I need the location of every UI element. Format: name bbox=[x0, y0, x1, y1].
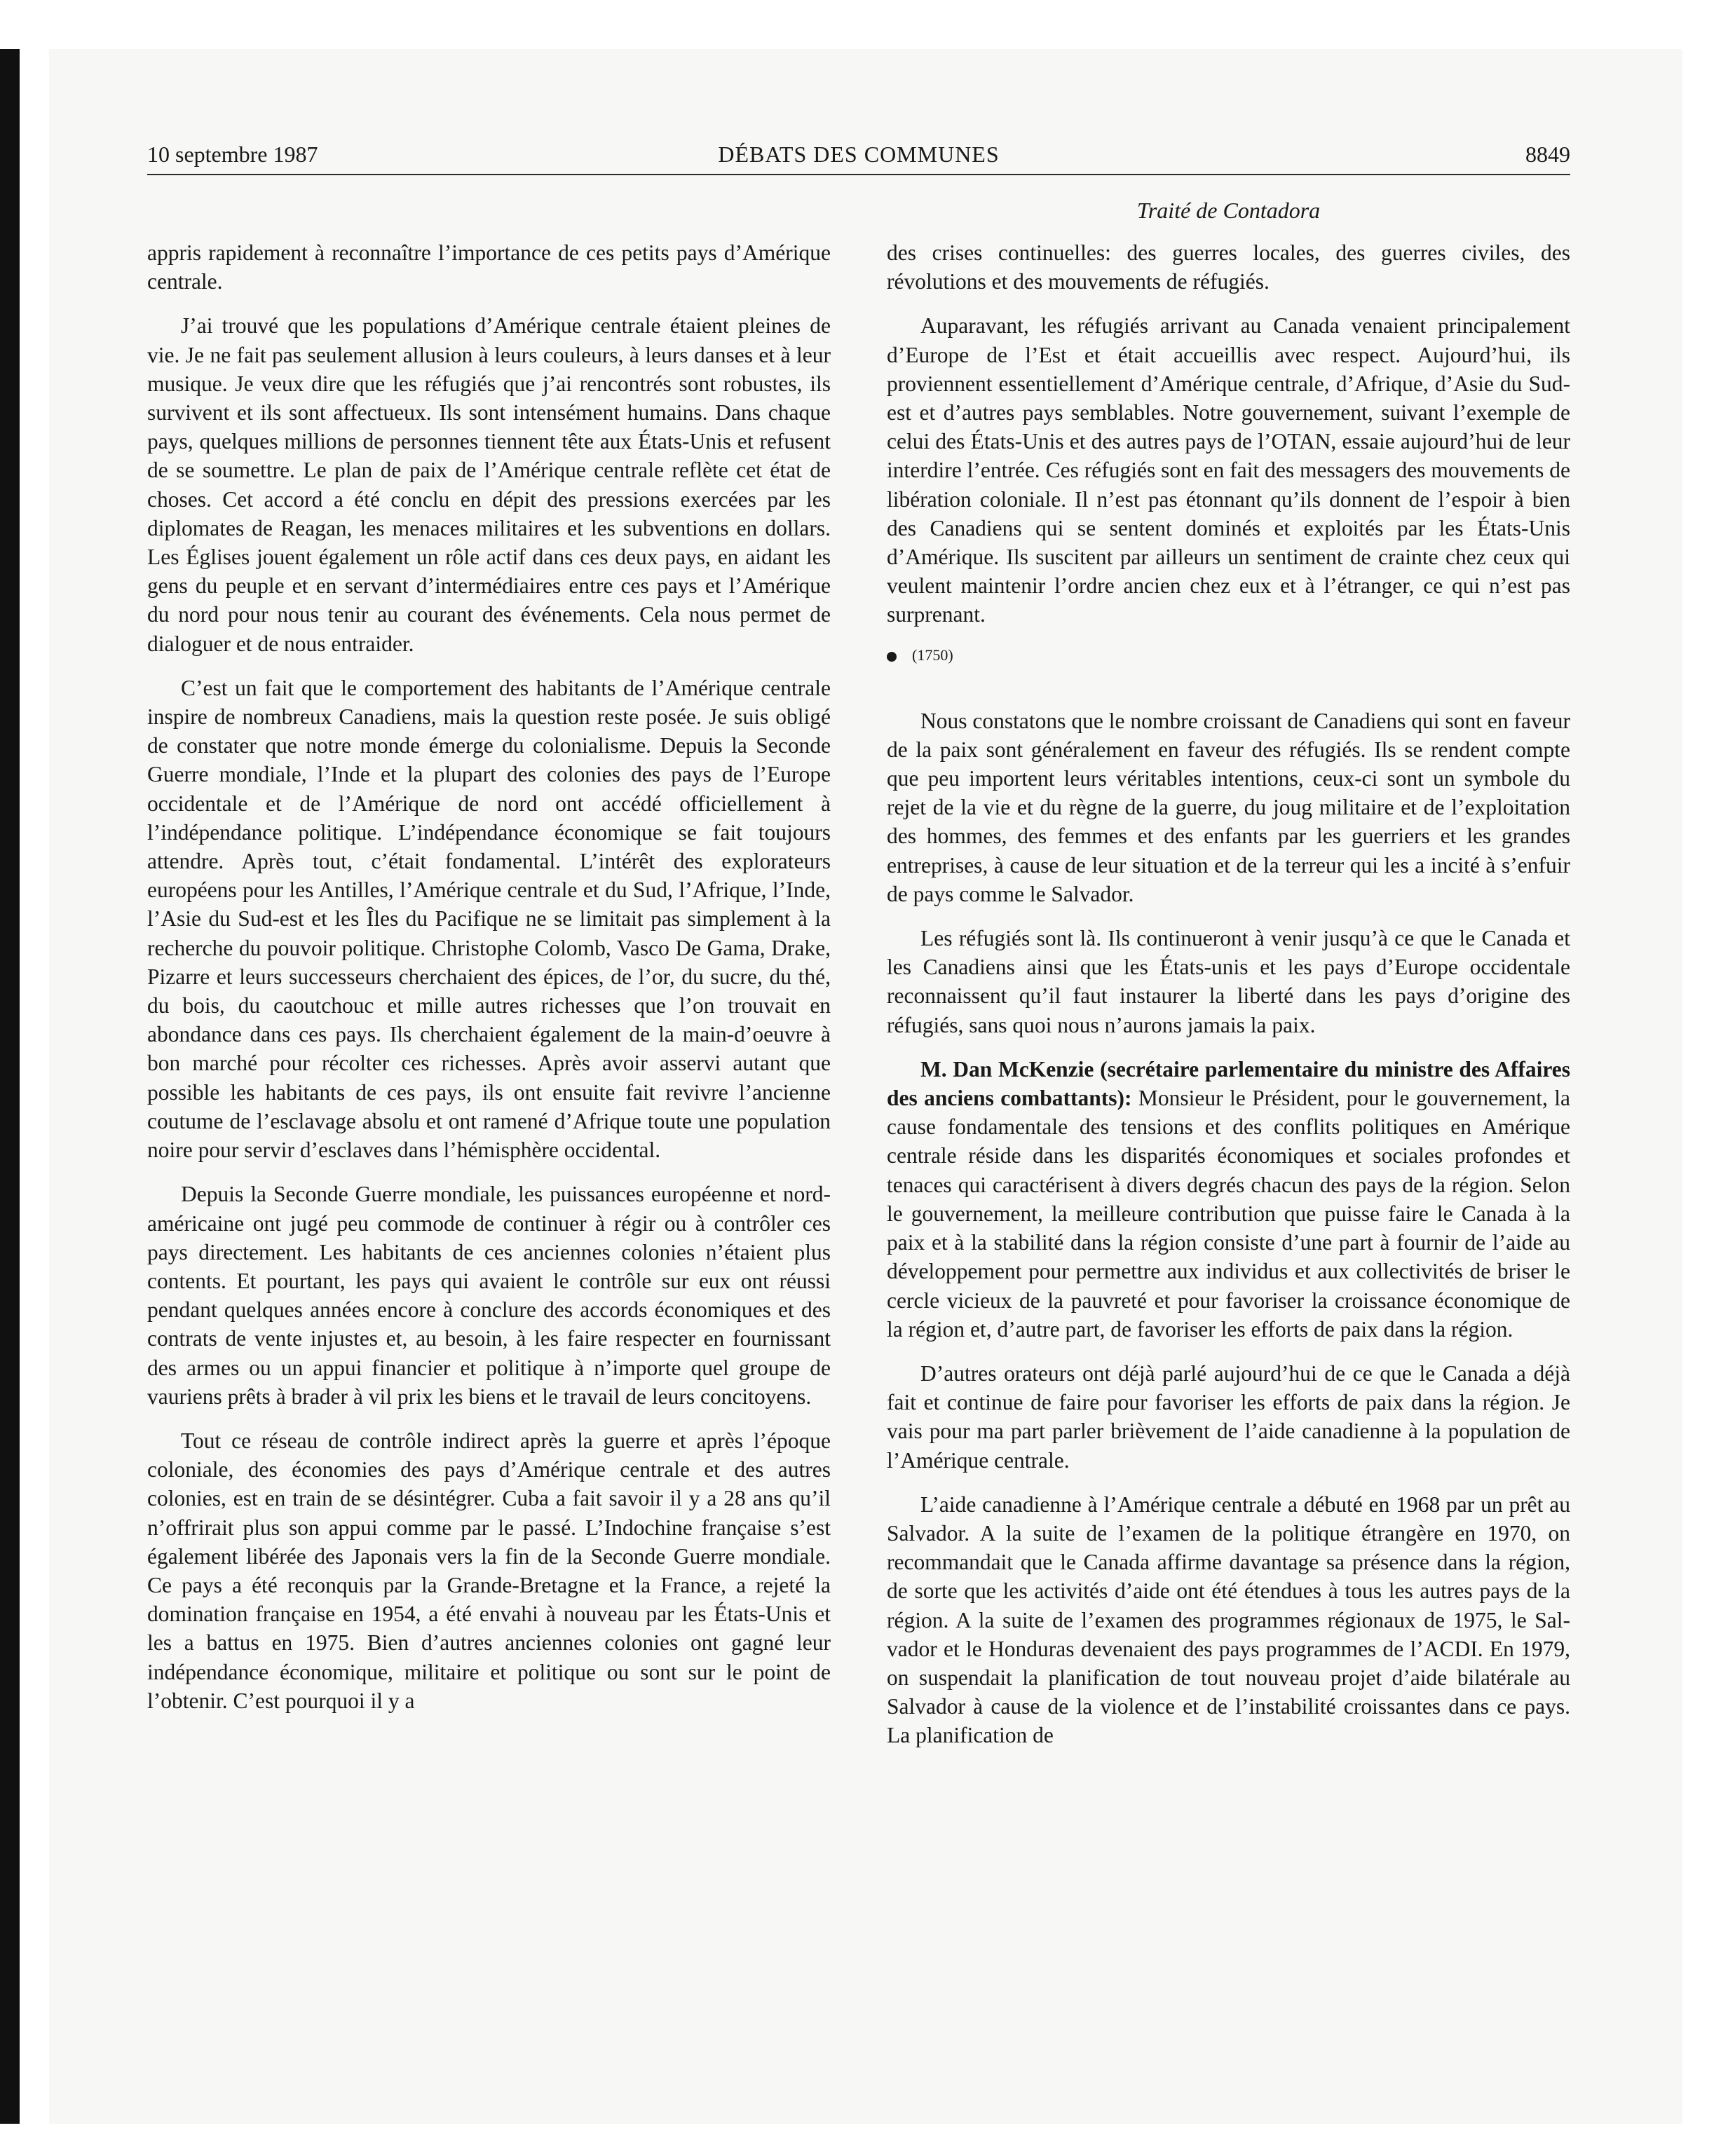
paragraph: Tout ce réseau de contrôle indirect après la guerre et après l’époque coloniale, des économies des pays d’Amérique centrale et des autres colonies, est en train de se désintégrer. Cuba a fait savoir il y a 28 ans qu’il n’offrirait plus son appui comme par le passé. L’Indochine française s’est également libérée des Japonais vers la fin de la Seconde Guerre mondiale. Ce pays a été reconquis par la Grande-Bretagne et la France, a rejeté la domination française en 1954, a été envahi à nouveau par les États-Unis et les a battus en 1975. Bien d’autres anciennes colonies ont gagné leur indépendance économique, militaire et politique ou sont sur le point de l’obtenir. C’est pourquoi il y a bbox=[147, 1428, 831, 1713]
paragraph: C’est un fait que le comportement des habitants de l’Amérique centrale inspire de nombreux Canadiens, mais la question reste posée. Je suis obligé de constater que notre monde émerge du colonialisme. Depuis la Seconde Guerre mondiale, l’Inde et la plupart des colonies des pays de l’Europe occidentale et de l’Amérique de nord ont accédé officiellement à l’indépendance politique. L’indépendance économique se fait toujours attendre. Après tout, c’était fondamental. L’intérêt des explorateurs européens pour les Antilles, l’Amérique centrale et du Sud, l’Afrique, l’Inde, l’Asie du Sud-est et les Îles du Pacifique ne se limitait pas simplement à la recherche du pouvoir politique. Christophe Colomb, Vasco De Gama, Drake, Pizarre et leurs successeurs cherchaient des épices, de l’or, du sucre, du thé, du bois, du caoutchouc et mille autres richesses que l’on trouvait en abondance dans ces pays. Ils cherchaient également de la main-d’oeuvre à bon marché pour récolter ces richesses. Après avoir asservi autant que possible les habitants de ces pays, ils ont ensuite fait revivre l’ancienne coutume de l’esclavage absolu et ont ramené d’Afrique toute une population noire pour servir d’esclaves dans l’hémisphère occidental. bbox=[147, 675, 831, 1163]
page-header bbox=[147, 140, 1570, 175]
paragraph: J’ai trouvé que les populations d’Amérique centrale étaient pleines de vie. Je ne fait pas seulement allusion à leurs couleurs, à leurs danses et à leur musique. Je veux dire que les réfugiés que j’ai rencontrés sont robustes, ils survivent et ils sont affectueux. Ils sont intensément humains. Dans chaque pays, quelques millions de personnes tiennent tête aux États-Unis et refusent de se soumettre. Le plan de paix de l’Amérique centrale reflète cet état de choses. Cet accord a été conclu en dépit des pressions exercées par les diplomates de Reagan, les menaces militaires et les subventions en dollars. Les Églises jouent également un rôle actif dans ces deux pays, en aidant les gens du peuple et en servant d’intermédiaires entre ces pays et l’Amérique du nord pour nous tenir au courant des événements. Cela nous permet de dialoguer et de nous entraider. bbox=[147, 313, 831, 656]
paragraph: L’aide canadienne à l’Amérique centrale a débuté en 1968 par un prêt au Salvador. A la suite de l’examen de la politique étrangère en 1970, on recommandait que le Canada affirme davantage sa présence dans la région, de sorte que les activités d’aide ont été étendues à tous les autres pays de la région. A la suite de l’examen des programmes régionaux de 1975, le Salvador et le Honduras devenaient des pays programmes de l’ACDI. En 1979, on suspendait la planification de tout nouveau projet d’aide bilatérale au Salvador à cause de la violence et de l’instabilité croissantes dans ce pays. La planification de bbox=[887, 1492, 1570, 1748]
right-column bbox=[887, 238, 1570, 1766]
scan-border bbox=[0, 49, 20, 2124]
paragraph: Les réfugiés sont là. Ils continueront à venir jusqu’à ce que le Canada et les Canadiens ainsi que les États-unis et les pays d’Europe occidentale reconnaissent qu’il faut instaurer la liberté dans les pays d’origine des réfugiés, sans quoi nous n’aurons jamais la paix. bbox=[887, 926, 1570, 1037]
header-title: DÉBATS DES COMMUNES bbox=[718, 142, 1000, 167]
paragraph: des crises continuelles: des guerres locales, des guerres civiles, des révolutions et des mouvements de réfugiés. bbox=[887, 240, 1570, 294]
speaker-paragraph bbox=[887, 1055, 1570, 1344]
paragraph: Depuis la Seconde Guerre mondiale, les puissances européenne et nord-américaine ont jugé peu commode de continuer à régir ou à contrôler ces pays directement. Les habitants de ces anciennes colonies n’étaient plus contents. Et pourtant, les pays qui avaient le contrôle sur eux ont réussi pendant quelques années encore à conclure des accords économiques et des contrats de vente injustes et, au besoin, à les faire respecter en fournissant des armes ou un appui financier et politique à n’importe quel groupe de vauriens prêts à brader à vil prix les biens et le travail de leurs concitoyens. bbox=[147, 1182, 831, 1409]
paragraph: appris rapidement à reconnaître l’importance de ces petits pays d’Amérique centrale. bbox=[147, 240, 831, 294]
left-column bbox=[147, 238, 831, 1731]
subject-heading: Traité de Contadora bbox=[1136, 198, 1321, 223]
paragraph: D’autres orateurs ont déjà parlé aujourd’hui de ce que le Canada a déjà fait et continue de faire pour favoriser les efforts de paix dans la région. Je vais pour ma part parler brièvement de l’aide canadienne à la population de l’Amérique centrale. bbox=[887, 1360, 1570, 1473]
paragraph: Nous constatons que le nombre croissant de Canadiens qui sont en faveur de la paix sont généralement en faveur des réfugiés. Ils se rendent compte que peu importent leurs véritables intentions, ceux-ci sont un symbole du rejet de la vie et du règne de la guerre, du joug militaire et de l’exploitation des hommes, des femmes et des enfants par les guerriers et les grandes entreprises, à cause de leur situation et de la terreur qui les a incité à s’enfuir de pays comme le Salvador. bbox=[887, 708, 1570, 906]
time-marker bbox=[887, 645, 1570, 666]
bullet-icon bbox=[887, 652, 897, 662]
paragraph: Auparavant, les réfugiés arrivant au Canada venaient principalement d’Europe de l’Est et était accueillis avec respect. Aujourd’hui, ils proviennent essentiellement d’Amérique centrale, d’Afrique, d’Asie du Sud-est et d’autres pays semblables. Notre gouvernement, suivant l’exemple de celui des États-Unis et des autres pays de l’OTAN, essaie aujourd’hui de leur interdire l’entrée. Ces réfugiés sont en fait des messagers des mouvements de libération coloniale. Il n’est pas étonnant qu’ils donnent de l’espoir à bien des Canadiens qui se sentent dominés et exploités par les États-Unis d’Amérique. Ils suscitent par ailleurs un sentiment de crainte chez ceux qui veulent maintenir l’ordre ancien chez eux et à l’étranger, ce qui n’est pas surprenant. bbox=[887, 313, 1570, 627]
page-number: 8849 bbox=[1525, 142, 1570, 167]
speaker-name: M. Dan McKenzie (secrétaire parlementaire du ministre des Affaires des anciens combattants): bbox=[887, 1056, 1570, 1111]
header-date: 10 septembre 1987 bbox=[147, 142, 318, 167]
speech-text: Monsieur le Président, pour le gouvernement, la cause fondamentale des tensions et des conflits politiques en Amérique centrale réside dans les disparités économiques et sociales profondes et tenaces qui caractérisent à divers degrés chacun des pays de la région. Selon le gouvernement, la meilleure contribution que puisse faire le Canada à la paix et à la stabilité dans la région consiste d’une part à fournir de l’aide au développement pour permettre aux individus et aux collectivités de briser le cercle vicieux de la pauvreté et pour favoriser la croissance économique de la région et, d’autre part, de favoriser les efforts de paix dans la région. bbox=[887, 1086, 1570, 1342]
time-marker-label: (1750) bbox=[912, 646, 953, 664]
